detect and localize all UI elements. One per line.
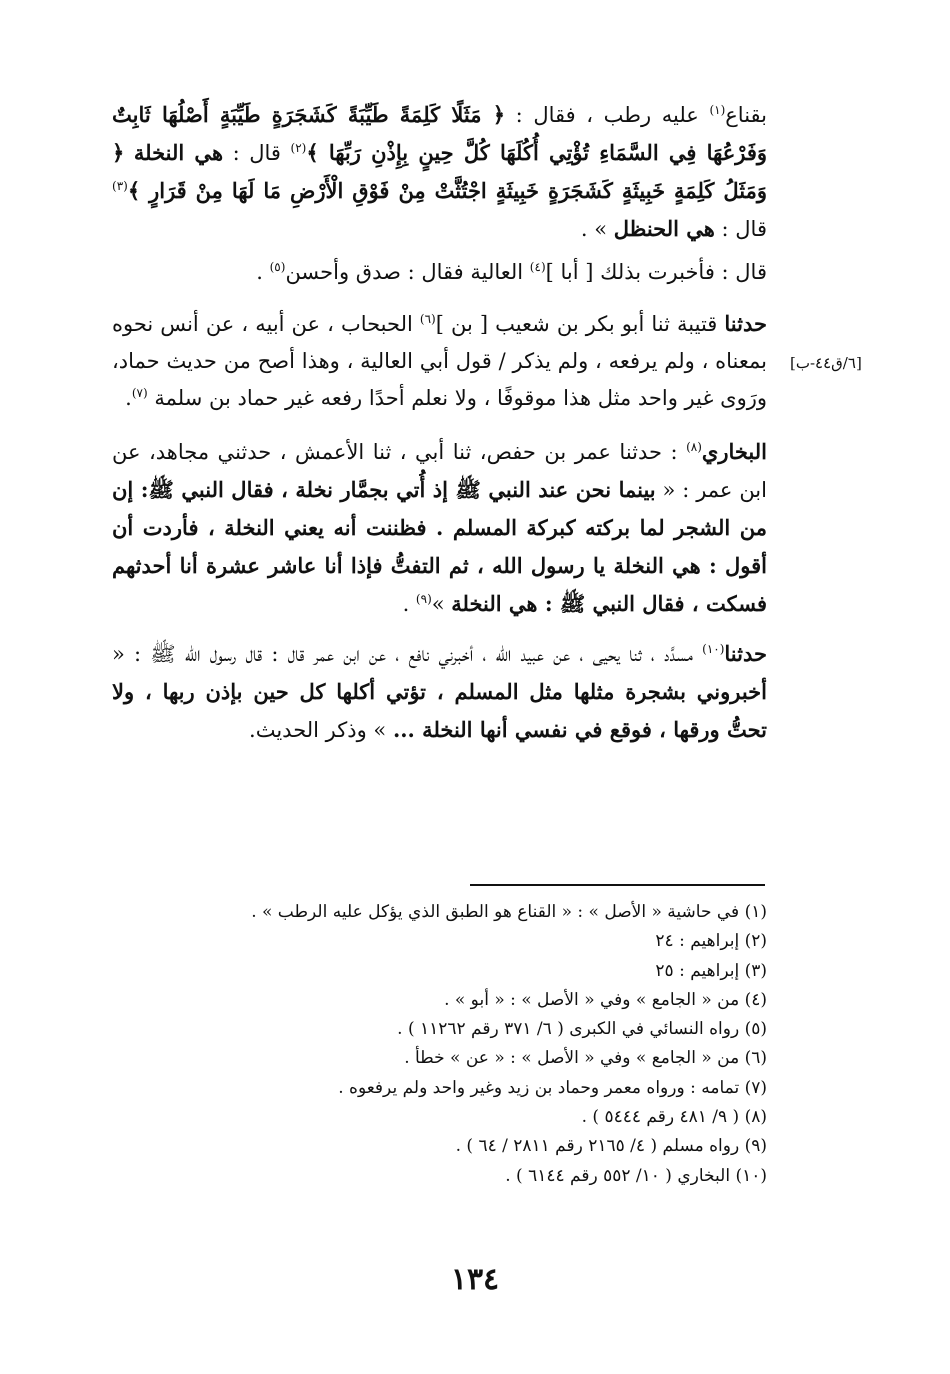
page-number: ١٣٤: [450, 1262, 500, 1297]
paragraph-1: [112, 96, 767, 248]
footnote-ref: (٣): [112, 179, 128, 193]
text-run: قال : فأخبرت بذلك [ أبا ]: [545, 260, 767, 284]
emphasized-text: ﴿ مَثَلًا كَلِمَةً طَيِّبَةً كَشَجَرَةٍ طَيِّبَةٍ أَصْلُهَا ثَابِتٌ وَفَرْعُهَا فِي السَّمَاءِ تُؤْتِي أُكُلَهَا كُلَّ حِينٍ بِإِذْنِ رَبِّهَا ﴾: [112, 102, 768, 165]
footnote-7: (٧) تمامه : ورواه معمر وحماد بن زيد وغير واحد ولم يرفعوه .: [338, 1077, 767, 1098]
footnote-10: (١٠) البخاري ( ١٠/ ٥٥٢ رقم ٦١٤٤ ) .: [505, 1165, 767, 1186]
emphasized-text: حدثنا: [724, 641, 767, 666]
footnote-2: (٢) إبراهيم : ٢٤: [655, 931, 767, 952]
text-run: قال :: [714, 217, 767, 241]
footnote-1: (١) في حاشية « الأصل » : « القناع هو الطبق الذي يؤكل عليه الرطب » .: [251, 902, 767, 922]
footnote-ref: (١): [709, 103, 726, 117]
emphasized-text: هي الحنظل: [613, 216, 715, 241]
text-run: [124, 141, 134, 165]
text-run: : حدثنا عمر بن حفص، ثنا أبي ، ثنا الأعمش ، حدثني مجاهد، عن ابن عمر : «: [112, 440, 767, 502]
footnote-ref: (١٠): [702, 642, 725, 656]
footnote-ref: (٢): [290, 141, 307, 155]
emphasized-text: بينما نحن عند النبي ﷺ إذ أُتي بجمَّار نخلة ، فقال النبي ﷺ: إن من الشجر لما بركته كبركة المسلم . فظننت أنه يعني النخلة ، فأردت أن أقول : هي النخلة يا رسول الله ، ثم التفتُّ فإذا أنا عاشر عشرة أنا أحدثهم فسكت ، فقال النبي ﷺ : هي النخلة: [112, 477, 767, 616]
text-run: الحبحاب ، عن أبيه ، عن أنس نحوه بمعناه ، ولم يرفعه ، ولم يذكر / قول أبي العالية ، وهذا أصح من حديث حماد، ورَوى غير واحد مثل هذا موقوفًا ، ولا نعلم أحدًا رفعه غير حماد بن سلمة: [112, 312, 767, 410]
text-run: عليه رطب ، فقال :: [505, 103, 710, 127]
text-run: قتيبة ثنا أبو بكر بن شعيب [ بن ]: [435, 312, 725, 336]
text-run: .: [125, 386, 132, 410]
paragraph-4: [112, 433, 767, 623]
text-run: بقناع: [725, 103, 767, 127]
footnote-9: (٩) رواه مسلم ( ٤/ ٢١٦٥ رقم ٢٨١١ / ٦٤ ) .: [455, 1136, 767, 1157]
footnote-4: (٤) من « الجامع » وفي « الأصل » : « أبو » .: [444, 989, 767, 1010]
manuscript-folio-marker: [٦/ق٤٤-ب]: [790, 354, 862, 372]
emphasized-text: أخبروني بشجرة مثلها مثل المسلم ، تؤتي أكلها كل حين بإذن ربها ، ولا تحتُّ ورقها ، فوقع في نفسي أنها النخلة ...: [112, 679, 767, 742]
paragraph-2: [112, 254, 767, 291]
text-run: العالية فقال : صدق وأحسن: [285, 260, 530, 284]
emphasized-text: البخاري: [701, 439, 767, 464]
footnote-separator: [470, 884, 765, 886]
footnote-3: (٣) إبراهيم : ٢٥: [655, 960, 767, 981]
text-run: مسدَّد ، ثنا يحيى ، عن عبيد الله ، أخبرني نافع ، عن ابن عمر قال : قال رسول الله ﷺ : «: [112, 642, 703, 666]
paragraph-3: [112, 305, 767, 417]
emphasized-text: ﴿ وَمَثَلُ كَلِمَةٍ خَبِيثَةٍ كَشَجَرَةٍ خَبِيثَةٍ اجْتُثَّتْ مِنْ فَوْقِ الْأَرْضِ مَا لَهَا مِنْ قَرَارٍ ﴾: [112, 140, 768, 203]
emphasized-text: حدثنا: [724, 311, 767, 336]
text-run: .: [402, 592, 416, 616]
footnote-8: (٨) ( ٩/ ٤٨١ رقم ٥٤٤٤ ) .: [581, 1107, 767, 1128]
text-run: »: [431, 592, 452, 616]
text-run: » .: [580, 217, 614, 241]
footnote-ref: (٦): [419, 312, 436, 326]
text-run: قال :: [223, 141, 291, 165]
footnote-ref: (٥): [269, 260, 286, 274]
footnotes: [240, 898, 767, 1191]
footnote-5: (٥) رواه النسائي في الكبرى ( ٦/ ٣٧١ رقم ١١٢٦٢ ) .: [397, 1019, 767, 1040]
paragraph-5: [112, 635, 767, 749]
footnote-ref: (٨): [686, 440, 702, 454]
footnote-ref: (٤): [529, 260, 546, 274]
main-text: [112, 96, 767, 749]
footnote-6: (٦) من « الجامع » وفي « الأصل » : « عن » خطأ .: [404, 1048, 767, 1069]
text-run: .: [256, 260, 270, 284]
footnote-ref: (٧): [131, 386, 148, 400]
footnote-ref: (٩): [415, 592, 432, 606]
emphasized-text: هي النخلة: [133, 140, 224, 165]
text-run: » وذكر الحديث.: [249, 718, 393, 742]
